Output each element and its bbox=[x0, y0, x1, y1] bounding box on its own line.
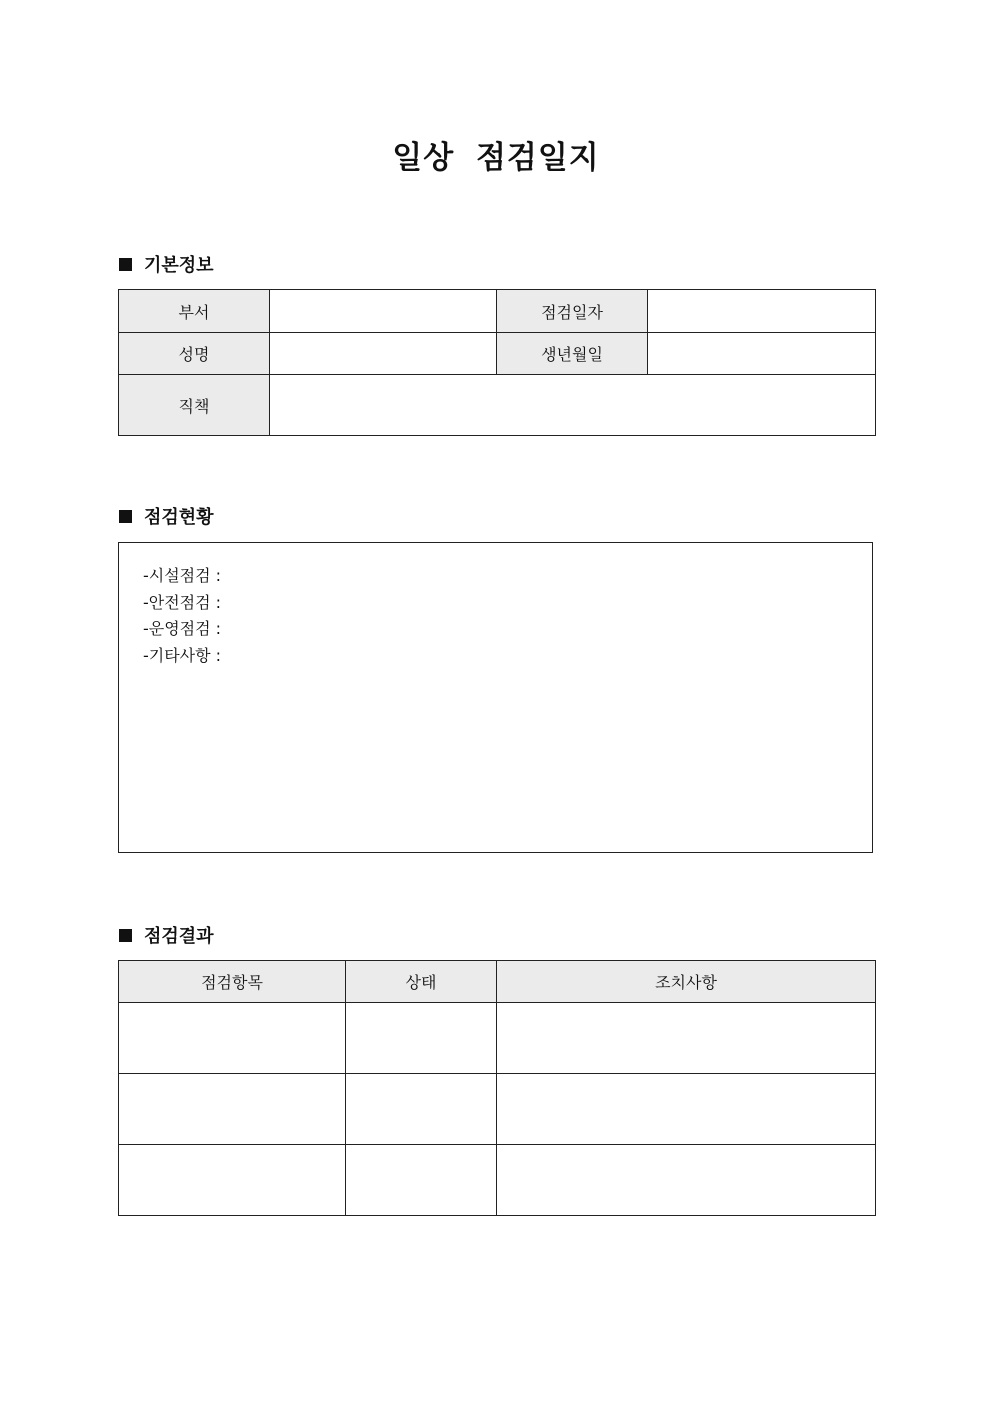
inspection-status-box[interactable] bbox=[118, 542, 873, 853]
other-matters-line: -기타사항 : bbox=[143, 645, 222, 665]
result-status-cell[interactable] bbox=[346, 1074, 497, 1145]
square-bullet-icon bbox=[119, 929, 132, 942]
table-row bbox=[119, 1003, 876, 1074]
column-header-status: 상태 bbox=[346, 961, 497, 1003]
column-header-action: 조치사항 bbox=[497, 961, 876, 1003]
table-row bbox=[119, 375, 876, 436]
inspection-result-heading bbox=[119, 923, 214, 947]
document-title: 일상 점검일지 bbox=[392, 140, 600, 176]
table-row bbox=[119, 290, 876, 333]
inspection-status-heading-text: 점검현황 bbox=[144, 507, 214, 528]
inspection-date-label: 점검일자 bbox=[497, 290, 648, 333]
name-label: 성명 bbox=[119, 333, 270, 375]
inspection-status-heading bbox=[119, 504, 214, 528]
result-action-cell[interactable] bbox=[497, 1003, 876, 1074]
column-header-item: 점검항목 bbox=[119, 961, 346, 1003]
result-item-cell[interactable] bbox=[119, 1145, 346, 1216]
square-bullet-icon bbox=[119, 510, 132, 523]
result-action-cell[interactable] bbox=[497, 1074, 876, 1145]
basic-info-table bbox=[118, 289, 876, 436]
inspection-result-heading-text: 점검결과 bbox=[144, 926, 214, 947]
position-field[interactable] bbox=[270, 375, 876, 436]
result-status-cell[interactable] bbox=[346, 1003, 497, 1074]
name-field[interactable] bbox=[270, 333, 497, 375]
inspection-date-field[interactable] bbox=[648, 290, 876, 333]
table-row bbox=[119, 1074, 876, 1145]
operation-inspection-line: -운영점검 : bbox=[143, 619, 222, 638]
square-bullet-icon bbox=[119, 258, 132, 271]
table-row bbox=[119, 333, 876, 375]
table-header-row bbox=[119, 961, 876, 1003]
safety-inspection-line: -안전점검 : bbox=[143, 592, 222, 612]
inspection-result-table bbox=[118, 960, 876, 1216]
result-item-cell[interactable] bbox=[119, 1003, 346, 1074]
facility-inspection-line: -시설점검 : bbox=[143, 566, 222, 585]
birth-date-label: 생년월일 bbox=[497, 333, 648, 375]
result-item-cell[interactable] bbox=[119, 1074, 346, 1145]
position-label: 직책 bbox=[119, 375, 270, 436]
result-status-cell[interactable] bbox=[346, 1145, 497, 1216]
basic-info-heading bbox=[119, 252, 214, 276]
birth-date-field[interactable] bbox=[648, 333, 876, 375]
result-action-cell[interactable] bbox=[497, 1145, 876, 1216]
department-label: 부서 bbox=[119, 290, 270, 333]
department-field[interactable] bbox=[270, 290, 497, 333]
basic-info-heading-text: 기본정보 bbox=[144, 255, 214, 276]
table-row bbox=[119, 1145, 876, 1216]
